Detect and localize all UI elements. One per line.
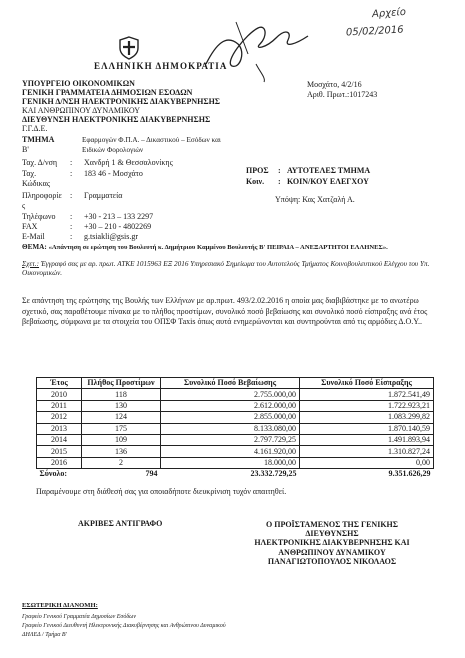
signature-name: ΠΑΝΑΓΙΩΤΟΠΟΥΛΟΣ ΝΙΚΟΛΑΟΣ	[267, 556, 397, 566]
subject-label: ΘΕΜΑ:	[22, 243, 47, 251]
cell-count: 124	[82, 412, 161, 423]
cell-count: 130	[82, 400, 161, 411]
signature-line3: ΗΛΕΚΤΡΟΝΙΚΗΣ ΔΙΑΚΥΒΕΡΝΗΣΗΣ ΚΑΙ	[254, 538, 410, 548]
cell-year: 2012	[37, 412, 82, 423]
cell-collected: 1.870.140,59	[300, 423, 434, 434]
table-row	[37, 423, 434, 434]
email-value: g.tsiakli@gsis.gr	[84, 232, 139, 241]
department-label: ΤΜΗΜΑ	[22, 135, 55, 144]
colon: :	[70, 191, 73, 200]
cell-count: 2	[82, 457, 161, 468]
distribution-title: ΕΣΩΤΕΡΙΚΗ ΔΙΑΝΟΜΗ:	[22, 602, 98, 609]
republic-title: ΕΛΛΗΝΙΚΗ ΔΗΜΟΚΡΑΤΙΑ	[94, 61, 228, 71]
address-label: Ταχ. Δ/νση	[22, 158, 58, 167]
recipient-to-value: ΑΥΤΟΤΕΛΕΣ ΤΜΗΜΑ	[287, 166, 371, 175]
cell-collected: 1.083.299,82	[300, 412, 434, 423]
cell-count: 109	[82, 434, 161, 445]
header-count: Πλήθος Προστίμων	[82, 378, 161, 389]
handwritten-date: 05/02/2016	[345, 24, 404, 39]
cell-collected: 1.491.893,94	[300, 434, 434, 445]
table-row	[37, 389, 434, 400]
cell-assessed: 2.755.000,00	[161, 389, 300, 400]
recipient-attn-value: ΚΟΙΝ/ΚΟΥ ΕΛΕΓΧΟΥ	[287, 177, 369, 186]
cell-year: 2011	[37, 400, 82, 411]
total-label: Σύνολο:	[39, 469, 68, 479]
table-row	[37, 446, 434, 457]
distribution-item: ΔΗΛΕΔ / Τμήμα Β'	[22, 632, 67, 638]
colon: :	[70, 212, 73, 221]
total-collected: 9.351.626,29	[388, 469, 431, 479]
table-row	[37, 457, 434, 468]
general-directorate-line2: ΚΑΙ ΑΝΘΡΩΠΙΝΟΥ ΔΥΝΑΜΙΚΟΥ	[22, 106, 141, 115]
signature-line4: ΑΝΘΡΩΠΙΝΟΥ ΔΥΝΑΜΙΚΟΥ	[278, 547, 386, 557]
table-row	[37, 412, 434, 423]
fax-value: +30 – 210 - 4802269	[84, 222, 152, 231]
cell-year: 2013	[37, 423, 82, 434]
info-label-line1: Πληροφορίε	[22, 191, 62, 200]
phone-value: +30 - 213 – 133 2297	[84, 212, 154, 221]
colon: :	[70, 232, 73, 241]
body-paragraph: Σε απάντηση της ερώτησης της Βουλής των Ελλήνων με αρ.πρωτ. 493/2.02.2016 η οποία μας διαβιβάστηκε με το ανωτέρω σχετικό, σας παραθέτουμε πίνακα με το πλήθος προστίμων, συνολικό ποσό βεβαίωσης και συνολικό ποσό είσπραξης ανά έτος βεβαίωσης, σύμφωνα με τα στοιχεία του ΟΠΣΦ Taxis όπως αυτά ενημερώνονται και συντηρούνται από τις αρμόδιες Δ.Ο.Υ..	[22, 296, 428, 327]
colon: :	[278, 166, 281, 175]
info-value: Γραμματεία	[84, 191, 123, 200]
secretariat-name: ΓΕΝΙΚΗ ΓΡΑΜΜΑΤΕΙΑ ΔΗΜΟΣΙΩΝ ΕΣΟΔΩΝ	[22, 88, 193, 97]
handwritten-signature	[196, 14, 314, 84]
distribution-list	[22, 613, 226, 640]
cell-count: 175	[82, 423, 161, 434]
distribution-item: Γραφείο Γενικού Γραμματέα Δημοσίων Εσόδων	[22, 614, 137, 620]
reference-label: Σχετ.:	[22, 260, 40, 268]
cell-collected: 1.872.541,49	[300, 389, 434, 400]
subject-block	[22, 244, 442, 252]
true-copy-label: ΑΚΡΙΒΕΣ ΑΝΤΙΓΡΑΦΟ	[78, 519, 163, 528]
cell-collected: 1.722.923,21	[300, 400, 434, 411]
colon: :	[70, 158, 73, 167]
department-value-line1: Εφαρμογών Φ.Π.Α. – Δικαστικού – Εσόδων και	[82, 136, 221, 144]
postal-code-label-line2: Κώδικας	[22, 179, 50, 188]
subject-text: «Απάντηση σε ερώτηση του Βουλευτή κ. Δημήτριου Καμμένου Βουλευτής Β' ΠΕΙΡΑΙΑ – ΑΝΕΞΑΡΤΗΤΟΙ ΕΛΛΗΝΕΣ».	[48, 244, 388, 251]
general-directorate-line1: ΓΕΝΙΚΗ Δ/ΝΣΗ ΗΛΕΚΤΡΟΝΙΚΗΣ ΔΙΑΚΥΒΕΡΝΗΣΗΣ	[22, 97, 221, 106]
header-year: Έτος	[37, 378, 82, 389]
greek-coat-of-arms-emblem	[118, 36, 140, 60]
colon: :	[70, 222, 73, 231]
protocol-number: Αριθ. Πρωτ.:1017243	[307, 90, 378, 99]
cell-count: 136	[82, 446, 161, 457]
signature-line1: Ο ΠΡΟΪΣΤΑΜΕΝΟΣ ΤΗΣ ΓΕΝΙΚΗΣ	[266, 520, 398, 529]
table-header-row	[37, 378, 434, 389]
fines-table	[36, 377, 434, 480]
department-b: Β'	[22, 145, 29, 154]
recipient-to-label: ΠΡΟΣ	[246, 166, 269, 175]
table-row	[37, 400, 434, 411]
signature-line2: ΔΙΕΥΘΥΝΣΗΣ	[305, 529, 359, 539]
handwritten-archive-note: Αρχείο	[371, 6, 407, 21]
cell-collected: 0,00	[300, 457, 434, 468]
signature-block	[232, 520, 432, 566]
table-row	[37, 434, 434, 445]
ministry-name: ΥΠΟΥΡΓΕΙΟ ΟΙΚΟΝΟΜΙΚΩΝ	[22, 79, 135, 88]
distribution-item: Γραφείο Γενικού Διευθυντή Ηλεκτρονικής Διακυβέρνησης και Ανθρώπινου Δυναμικού	[22, 623, 226, 629]
phone-label: Τηλέφωνο	[22, 212, 56, 221]
cell-year: 2015	[37, 446, 82, 457]
cell-collected: 1.310.827,24	[300, 446, 434, 457]
cell-count: 118	[82, 389, 161, 400]
cell-assessed: 4.161.920,00	[161, 446, 300, 457]
cell-year: 2016	[37, 457, 82, 468]
cell-year: 2010	[37, 389, 82, 400]
cell-assessed: 2.855.000,00	[161, 412, 300, 423]
gge-label: Γ.Γ.Δ.Ε.	[22, 124, 48, 133]
colon: :	[70, 169, 73, 178]
cell-assessed: 8.133.080,00	[161, 423, 300, 434]
cell-assessed: 2.612.000,00	[161, 400, 300, 411]
total-count: 794	[145, 469, 158, 479]
reference-text: Έγγραφό σας με αρ. πρωτ. ΑΤΚΕ 1015963 ΕΞ 2016 Υπηρεσιακό Σημείωμα του Αυτοτελούς Τμήματος Κοινοβουλευτικού Ελέγχου του Υπ. Οικονομικών.	[22, 260, 430, 277]
table-total-row	[37, 469, 434, 480]
reference-block	[22, 260, 440, 278]
department-value-line2: Ειδικών Φορολογιών	[82, 146, 144, 154]
address-value: Χανδρή 1 & Θεσσαλονίκης	[84, 158, 173, 167]
direction-name: ΔΙΕΥΘΥΝΣΗ ΗΛΕΚΤΡΟΝΙΚΗΣ ΔΙΑΚΥΒΕΡΝΗΣΗΣ	[22, 115, 211, 124]
fax-label: FAX	[22, 222, 38, 231]
place-date: Μοσχάτο, 4/2/16	[307, 80, 362, 89]
attention-line: Υπόψη: Κας Χατζαλή Α.	[275, 195, 355, 204]
cell-assessed: 18.000,00	[161, 457, 300, 468]
email-label: E-Mail	[22, 232, 45, 241]
info-label-line2: ς	[22, 201, 26, 210]
colon: :	[278, 177, 281, 186]
header-assessed: Συνολικό Ποσό Βεβαίωσης	[161, 378, 300, 389]
closing-paragraph: Παραμένουμε στη διάθεσή σας για οποιαδήποτε διευκρίνιση τυχόν απαιτηθεί.	[36, 487, 287, 496]
cell-year: 2014	[37, 434, 82, 445]
postal-code-value: 183 46 - Μοσχάτο	[84, 169, 143, 178]
total-assessed: 23.332.729,25	[250, 469, 297, 479]
header-collected: Συνολικό Ποσό Είσπραξης	[300, 378, 434, 389]
postal-code-label-line1: Ταχ.	[22, 169, 37, 178]
cell-assessed: 2.797.729,25	[161, 434, 300, 445]
recipient-attn-label: Κοιν.	[246, 177, 265, 186]
